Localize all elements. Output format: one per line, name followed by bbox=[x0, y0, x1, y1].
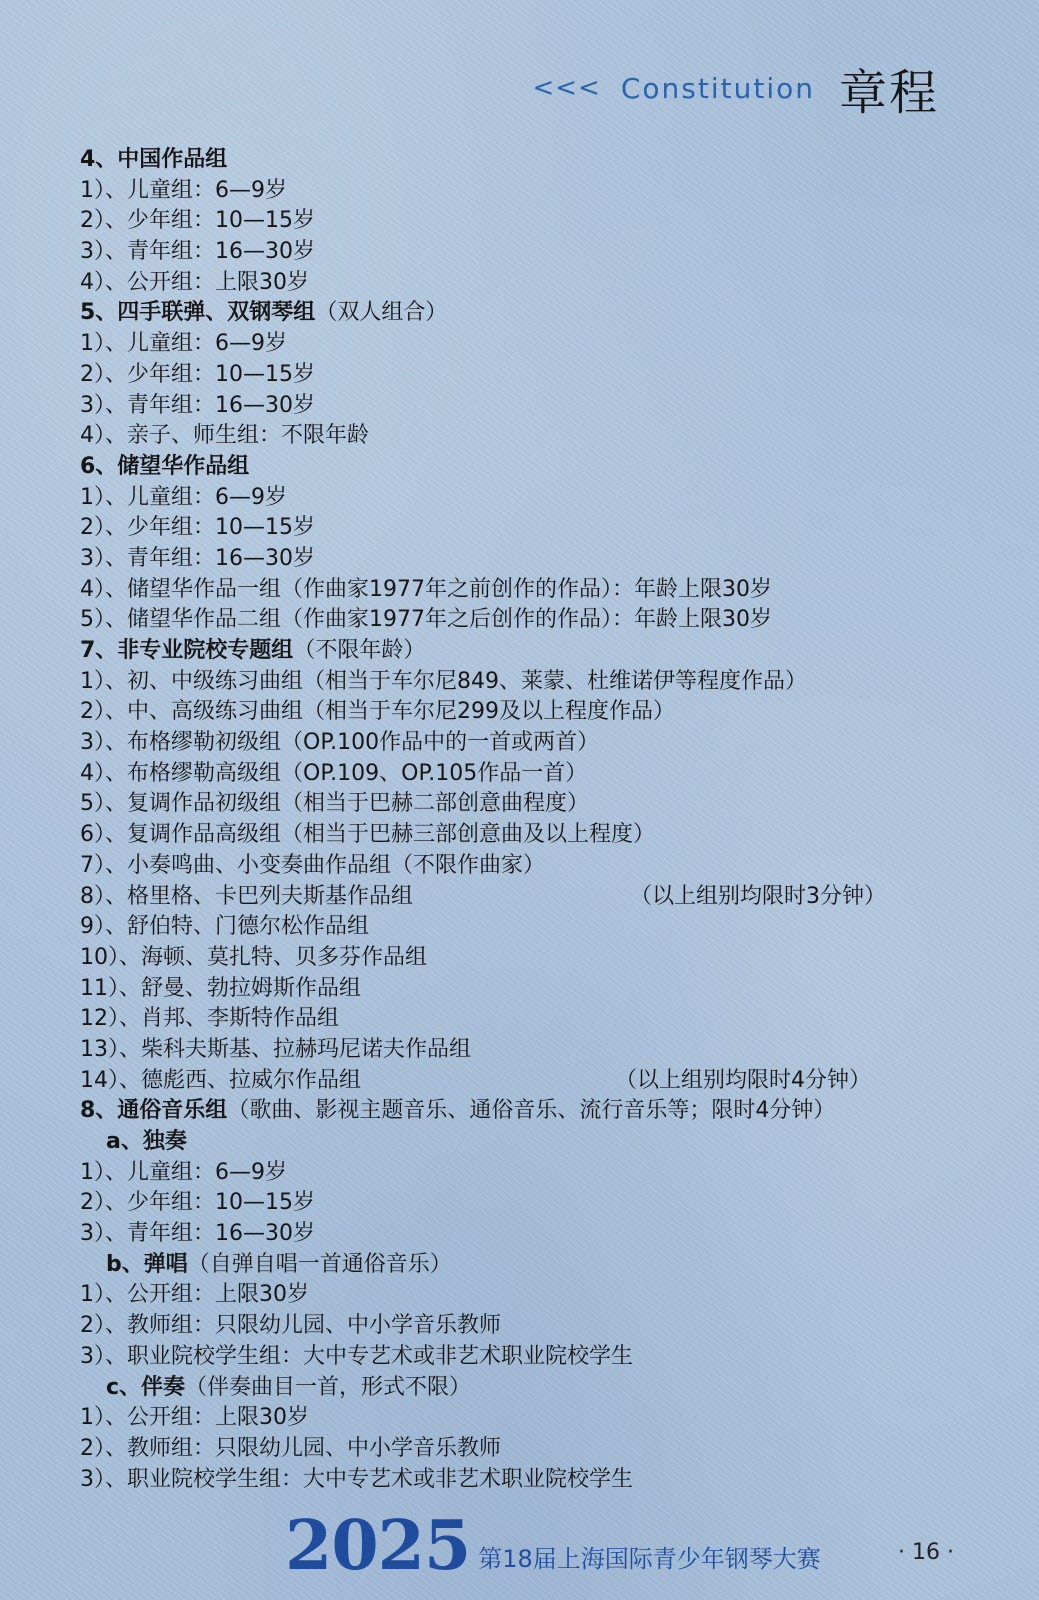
line-text: 4）、布格缪勒高级组（OP.109、OP.105作品一首） bbox=[80, 760, 588, 786]
line-text: b、弹唱 bbox=[106, 1251, 188, 1277]
line-text: 2）、少年组：10—15岁 bbox=[80, 515, 315, 541]
footer-year: 2025 bbox=[285, 1506, 471, 1586]
line-text: 8）、格里格、卡巴列夫斯基作品组 bbox=[80, 883, 413, 909]
line-text: 10）、海顿、莫扎特、贝多芬作品组 bbox=[80, 944, 427, 970]
line-extra-text: （歌曲、影视主题音乐、通俗音乐、流行音乐等；限时4分钟） bbox=[227, 1098, 836, 1124]
line-text: 2）、教师组：只限幼儿园、中小学音乐教师 bbox=[80, 1313, 501, 1339]
section-heading bbox=[80, 298, 979, 329]
list-item bbox=[80, 483, 979, 514]
line-text: 2）、中、高级练习曲组（相当于车尔尼299及以上程度作品） bbox=[80, 699, 675, 725]
line-text: 5）、储望华作品二组（作曲家1977年之后创作的作品）：年龄上限30岁 bbox=[80, 607, 772, 633]
list-item bbox=[80, 912, 979, 943]
rules-list bbox=[80, 145, 979, 1495]
line-text: 1）、儿童组：6—9岁 bbox=[80, 177, 287, 203]
time-limit-note: （以上组别均限时4分钟） bbox=[615, 1067, 871, 1093]
section-heading bbox=[80, 1096, 979, 1127]
line-text: 3）、青年组：16—30岁 bbox=[80, 1221, 315, 1247]
list-item bbox=[80, 974, 979, 1005]
line-text: 4）、亲子、师生组：不限年龄 bbox=[80, 423, 369, 449]
line-extra-text: （伴奏曲目一首，形式不限） bbox=[185, 1374, 472, 1400]
list-item bbox=[80, 697, 979, 728]
list-item bbox=[80, 237, 979, 268]
line-text: 11）、舒曼、勃拉姆斯作品组 bbox=[80, 975, 361, 1001]
list-item bbox=[80, 1188, 979, 1219]
line-text: 4）、储望华作品一组（作曲家1977年之前创作的作品）：年龄上限30岁 bbox=[80, 576, 772, 602]
page-number: · 16 · bbox=[898, 1540, 954, 1565]
list-item bbox=[80, 882, 979, 913]
list-item bbox=[80, 206, 979, 237]
list-item bbox=[80, 1158, 979, 1189]
list-item bbox=[80, 544, 979, 575]
line-text: c、伴奏 bbox=[106, 1374, 186, 1400]
page-header bbox=[532, 58, 939, 121]
line-text: 7）、小奏鸣曲、小变奏曲作品组（不限作曲家） bbox=[80, 852, 545, 878]
line-text: 1）、儿童组：6—9岁 bbox=[80, 331, 287, 357]
line-text: 3）、青年组：16—30岁 bbox=[80, 239, 315, 265]
line-text: 2）、教师组：只限幼儿园、中小学音乐教师 bbox=[80, 1435, 501, 1461]
list-item bbox=[80, 789, 979, 820]
line-text: 2）、少年组：10—15岁 bbox=[80, 1190, 315, 1216]
line-text: 1）、公开组：上限30岁 bbox=[80, 1282, 309, 1308]
footer-competition-name: 第18届上海国际青少年钢琴大赛 bbox=[478, 1545, 821, 1573]
line-text: 1）、儿童组：6—9岁 bbox=[80, 484, 287, 510]
line-text: 9）、舒伯特、门德尔松作品组 bbox=[80, 914, 369, 940]
header-english-title: Constitution bbox=[620, 71, 815, 105]
line-text: 1）、公开组：上限30岁 bbox=[80, 1405, 309, 1431]
subsection-heading bbox=[80, 1373, 979, 1404]
list-item bbox=[80, 667, 979, 698]
line-text: 4、中国作品组 bbox=[80, 147, 228, 172]
list-item bbox=[80, 513, 979, 544]
line-text: 4）、公开组：上限30岁 bbox=[80, 269, 309, 295]
line-text: 5）、复调作品初级组（相当于巴赫二部创意曲程度） bbox=[80, 791, 589, 817]
list-item bbox=[80, 360, 979, 391]
section-heading bbox=[80, 452, 979, 483]
list-item bbox=[80, 820, 979, 851]
line-extra-text: （不限年龄） bbox=[293, 638, 426, 663]
list-item bbox=[80, 1004, 979, 1035]
line-text: a、独奏 bbox=[106, 1129, 187, 1154]
subsection-heading bbox=[80, 1127, 979, 1158]
list-item bbox=[80, 1280, 979, 1311]
line-text: 12）、肖邦、李斯特作品组 bbox=[80, 1006, 339, 1032]
line-text: 6、储望华作品组 bbox=[80, 453, 250, 479]
page-footer bbox=[285, 1500, 821, 1586]
subsection-heading bbox=[80, 1250, 979, 1281]
section-heading bbox=[80, 636, 979, 667]
line-text: 1）、初、中级练习曲组（相当于车尔尼849、莱蒙、杜维诺伊等程度作品） bbox=[80, 668, 807, 694]
list-item bbox=[80, 605, 979, 636]
line-text: 1）、儿童组：6—9岁 bbox=[80, 1159, 287, 1185]
list-item bbox=[80, 1403, 979, 1434]
list-item bbox=[80, 176, 979, 207]
list-item bbox=[80, 575, 979, 606]
list-item bbox=[80, 421, 979, 452]
line-extra-text: （自弹自唱一首通俗音乐） bbox=[187, 1251, 452, 1277]
list-item bbox=[80, 1465, 979, 1496]
header-chinese-title: 章程 bbox=[838, 64, 939, 121]
arrows-icon: <<< bbox=[532, 73, 601, 103]
line-text: 2）、少年组：10—15岁 bbox=[80, 208, 315, 234]
line-text: 8、通俗音乐组 bbox=[80, 1098, 228, 1124]
line-text: 3）、青年组：16—30岁 bbox=[80, 545, 315, 571]
list-item bbox=[80, 1311, 979, 1342]
line-text: 14）、德彪西、拉威尔作品组 bbox=[80, 1067, 361, 1093]
list-item bbox=[80, 329, 979, 360]
list-item bbox=[80, 851, 979, 882]
list-item bbox=[80, 1066, 979, 1097]
list-item bbox=[80, 1035, 979, 1066]
list-item bbox=[80, 759, 979, 790]
line-text: 13）、柴科夫斯基、拉赫玛尼诺夫作品组 bbox=[80, 1036, 471, 1062]
list-item bbox=[80, 943, 979, 974]
line-text: 3）、青年组：16—30岁 bbox=[80, 392, 315, 418]
line-text: 3）、职业院校学生组：大中专艺术或非艺术职业院校学生 bbox=[80, 1466, 633, 1492]
line-text: 2）、少年组：10—15岁 bbox=[80, 361, 315, 387]
list-item bbox=[80, 1219, 979, 1250]
line-text: 6）、复调作品高级组（相当于巴赫三部创意曲及以上程度） bbox=[80, 822, 655, 848]
line-text: 5、四手联弹、双钢琴组 bbox=[80, 300, 316, 326]
list-item bbox=[80, 391, 979, 422]
line-text: 7、非专业院校专题组 bbox=[80, 638, 294, 663]
list-item bbox=[80, 728, 979, 759]
list-item bbox=[80, 1434, 979, 1465]
line-text: 3）、布格缪勒初级组（OP.100作品中的一首或两首） bbox=[80, 730, 600, 756]
section-heading bbox=[80, 145, 979, 176]
line-extra-text: （双人组合） bbox=[315, 300, 448, 326]
line-text: 3）、职业院校学生组：大中专艺术或非艺术职业院校学生 bbox=[80, 1343, 633, 1369]
list-item bbox=[80, 1342, 979, 1373]
time-limit-note: （以上组别均限时3分钟） bbox=[630, 883, 886, 909]
list-item bbox=[80, 268, 979, 299]
